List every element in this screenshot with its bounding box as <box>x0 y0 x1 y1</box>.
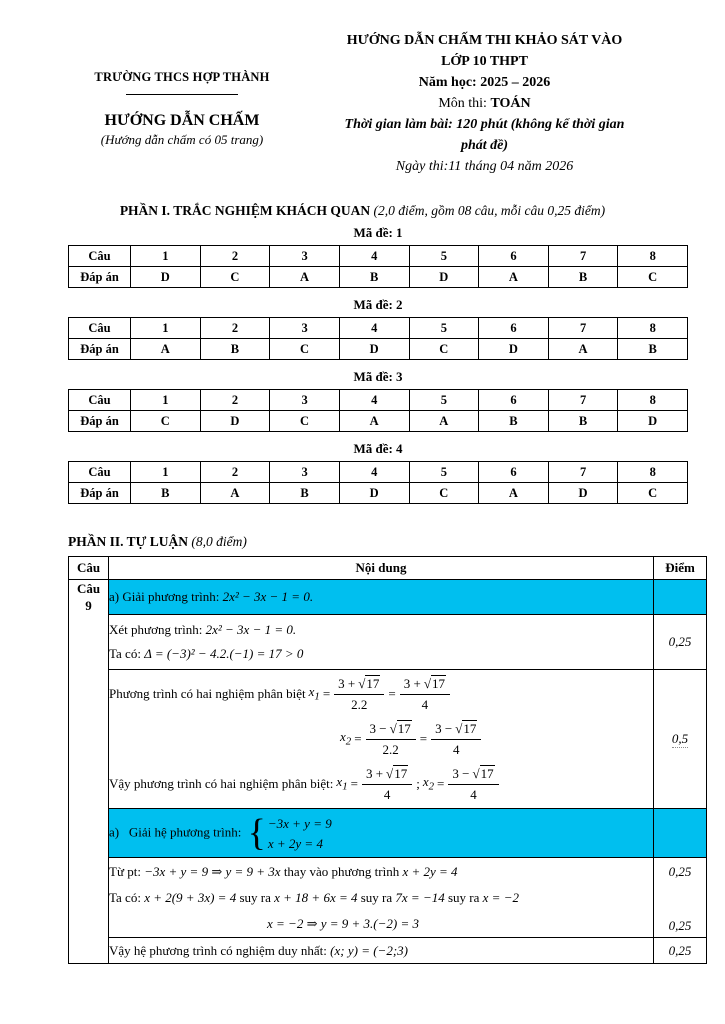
row-solution-delta <box>69 615 707 670</box>
answer-cell: C <box>409 339 479 360</box>
col-header-noidung: Nội dung <box>109 557 654 580</box>
question-cell: 1 <box>131 318 201 339</box>
solution-roots-text: Phương trình có hai nghiệm phân biệt $x_1$ = $\frac{3 + √17}{2.2}$ = $\frac{3 + √17}{4}$ $x_2$ = $\frac{3 - √17}{2.2}$ = $\frac{3 - √17}{4}$ Vậy phương trình có hai nghiệm phân biệt: $x_1$ = $\frac{3 + √17}{4}$ ; $x_2$ = $\frac{3 - √17}{4}$ <box>109 670 654 809</box>
part2-header-row <box>69 557 707 580</box>
question-cell: 7 <box>548 246 618 267</box>
equation-system: { −3x + y = 9 x + 2y = 4 <box>247 812 332 854</box>
question-cell: 1 <box>131 462 201 483</box>
score-cell: 0,25 <box>654 938 707 964</box>
question-cell: 1 <box>131 246 201 267</box>
question-header-cell: Câu <box>69 246 131 267</box>
answer-cell: B <box>618 339 688 360</box>
col-header-diem: Điểm <box>654 557 707 580</box>
answer-cell: D <box>479 339 549 360</box>
question-row <box>69 462 688 483</box>
answer-row <box>69 267 688 288</box>
question-cell: 8 <box>618 462 688 483</box>
sqrt-radical: √17 <box>472 766 494 781</box>
fraction: $\frac{3 + √17}{4}$ <box>362 765 412 803</box>
exam-title-line2: LỚP 10 THPT <box>441 54 528 69</box>
question-cell: 5 <box>409 462 479 483</box>
question-cell: 4 <box>339 246 409 267</box>
sqrt-radical: √17 <box>423 676 445 691</box>
row-problem-quadratic <box>69 580 707 615</box>
score-cell: 0,25 <box>654 615 707 670</box>
system-brace: { <box>247 812 266 854</box>
exam-code-label-1: Mã đề: 1 <box>353 225 403 240</box>
fraction: $\frac{3 + √17}{2.2}$ <box>334 675 384 713</box>
answer-cell: A <box>548 339 618 360</box>
answer-table-3 <box>68 389 688 432</box>
answer-cell: A <box>479 483 549 504</box>
solution-delta-text: Xét phương trình: 2x² − 3x − 1 = 0. Ta có: Δ = (−3)² − 4.2.(−1) = 17 > 0 <box>109 615 654 670</box>
part1-heading <box>0 203 725 219</box>
answer-cell: B <box>479 411 549 432</box>
answer-cell: D <box>339 339 409 360</box>
row-problem-system <box>69 809 707 858</box>
answer-cell: B <box>548 411 618 432</box>
exam-title-line1: HƯỚNG DẪN CHẤM THI KHẢO SÁT VÀO <box>346 33 623 48</box>
question-row <box>69 246 688 267</box>
question-row <box>69 390 688 411</box>
answer-table-4 <box>68 461 688 504</box>
answer-cell: D <box>618 411 688 432</box>
score-cell: 0,5 <box>654 670 707 809</box>
answer-row <box>69 483 688 504</box>
answer-cell: C <box>618 267 688 288</box>
question-cell: 2 <box>200 390 270 411</box>
part2-heading <box>68 534 725 550</box>
question-cell: 3 <box>270 390 340 411</box>
question-cell: 6 <box>479 318 549 339</box>
score-cell-empty <box>654 580 707 615</box>
question-number-cell <box>69 580 109 964</box>
fraction: $\frac{3 + √17}{4}$ <box>400 675 450 713</box>
col-header-cau: Câu <box>69 557 109 580</box>
answer-header-cell: Đáp án <box>69 411 131 432</box>
answer-table-1 <box>68 245 688 288</box>
answer-header-cell: Đáp án <box>69 339 131 360</box>
subject-line <box>306 93 663 114</box>
answer-cell: B <box>548 267 618 288</box>
question-cell: 3 <box>270 246 340 267</box>
answer-cell: D <box>548 483 618 504</box>
fraction: $\frac{3 - √17}{4}$ <box>431 720 481 758</box>
fraction: $\frac{3 - √17}{2.2}$ <box>366 720 416 758</box>
answer-table-2 <box>68 317 688 360</box>
answer-header-cell: Đáp án <box>69 267 131 288</box>
answer-cell: C <box>409 483 479 504</box>
question-cell: 2 <box>200 318 270 339</box>
row-solution-roots <box>69 670 707 809</box>
question-cell: 8 <box>618 318 688 339</box>
exam-date: Ngày thi:11 tháng 04 năm 2026 <box>395 159 574 174</box>
answer-cell: A <box>409 411 479 432</box>
question-cell: 6 <box>479 246 549 267</box>
question-header-cell: Câu <box>69 462 131 483</box>
answer-cell: C <box>200 267 270 288</box>
question-cell: 5 <box>409 390 479 411</box>
doc-title: HƯỚNG DẪN CHẤM <box>104 112 260 129</box>
question-number-line1: Câu <box>76 581 101 596</box>
answer-cell: B <box>270 483 340 504</box>
problem-statement-quadratic: a) Giải phương trình: 2x² − 3x − 1 = 0. <box>109 580 654 615</box>
question-cell: 3 <box>270 318 340 339</box>
answer-cell: C <box>270 339 340 360</box>
score-cell-empty <box>654 809 707 858</box>
exam-code-label-2: Mã đề: 2 <box>353 297 403 312</box>
question-cell: 4 <box>339 462 409 483</box>
question-row <box>69 318 688 339</box>
subject-label: Môn thi: <box>438 96 491 111</box>
question-cell: 5 <box>409 246 479 267</box>
problem-statement-system: a) Giải hệ phương trình: { −3x + y = 9 x + 2y = 4 <box>109 809 654 858</box>
question-number-line2: 9 <box>85 598 92 613</box>
question-cell: 6 <box>479 462 549 483</box>
answer-cell: D <box>131 267 201 288</box>
answer-cell: A <box>479 267 549 288</box>
sqrt-radical: √17 <box>358 676 380 691</box>
part1-title: PHẦN I. TRẮC NGHIỆM KHÁCH QUAN <box>119 203 371 218</box>
answer-cell: A <box>339 411 409 432</box>
score-cell: 0,25 0,25 <box>654 858 707 938</box>
question-cell: 8 <box>618 246 688 267</box>
question-cell: 7 <box>548 390 618 411</box>
sqrt-radical: √17 <box>389 721 411 736</box>
row-solution-substitution <box>69 858 707 938</box>
question-cell: 1 <box>131 390 201 411</box>
question-cell: 6 <box>479 390 549 411</box>
subject-name: TOÁN <box>490 96 531 111</box>
part1-note: (2,0 điểm, gồm 08 câu, mỗi câu 0,25 điểm) <box>373 203 606 218</box>
exam-duration: Thời gian làm bài: 120 phút (không kể thời gian phát đề) <box>344 117 625 153</box>
question-cell: 7 <box>548 462 618 483</box>
exam-code-label-4: Mã đề: 4 <box>353 441 403 456</box>
part2-table <box>68 556 707 964</box>
answer-cell: A <box>200 483 270 504</box>
answer-cell: A <box>131 339 201 360</box>
answer-row <box>69 411 688 432</box>
school-name: TRƯỜNG THCS HỢP THÀNH <box>94 70 270 84</box>
question-cell: 5 <box>409 318 479 339</box>
question-cell: 2 <box>200 246 270 267</box>
school-year: Năm học: 2025 – 2026 <box>418 75 551 90</box>
part2-note: (8,0 điểm) <box>191 534 247 549</box>
doc-note: (Hướng dẫn chấm có 05 trang) <box>100 132 264 147</box>
question-cell: 4 <box>339 390 409 411</box>
row-solution-conclusion <box>69 938 707 964</box>
answer-row <box>69 339 688 360</box>
answer-cell: D <box>200 411 270 432</box>
answer-cell: C <box>618 483 688 504</box>
solution-substitution-text: Từ pt: −3x + y = 9 ⇒ y = 9 + 3x thay vào phương trình x + 2y = 4 Ta có: x + 2(9 + 3x) = 4 suy ra x + 18 + 6x = 4 suy ra 7x = −14 suy ra x = −2 x = −2 ⇒ y = 9 + 3.(−2) = 3 <box>109 858 654 938</box>
question-cell: 3 <box>270 462 340 483</box>
answer-cell: D <box>409 267 479 288</box>
answer-cell: B <box>131 483 201 504</box>
solution-conclusion-text: Vậy hệ phương trình có nghiệm duy nhất: (x; y) = (−2;3) <box>109 938 654 964</box>
fraction: $\frac{3 - √17}{4}$ <box>448 765 498 803</box>
part2-title: PHẦN II. TỰ LUẬN <box>68 534 189 549</box>
exam-title <box>306 30 663 72</box>
sqrt-radical: √17 <box>455 721 477 736</box>
header-left-block <box>58 70 306 177</box>
answer-cell: C <box>131 411 201 432</box>
question-cell: 8 <box>618 390 688 411</box>
question-header-cell: Câu <box>69 390 131 411</box>
answer-cell: B <box>200 339 270 360</box>
question-cell: 7 <box>548 318 618 339</box>
question-cell: 4 <box>339 318 409 339</box>
question-header-cell: Câu <box>69 318 131 339</box>
answer-cell: B <box>339 267 409 288</box>
header-divider <box>126 94 238 95</box>
exam-code-label-3: Mã đề: 3 <box>353 369 403 384</box>
answer-header-cell: Đáp án <box>69 483 131 504</box>
answer-cell: C <box>270 411 340 432</box>
answer-cell: A <box>270 267 340 288</box>
sqrt-radical: √17 <box>386 766 408 781</box>
answer-cell: D <box>339 483 409 504</box>
document-header <box>0 0 725 177</box>
question-cell: 2 <box>200 462 270 483</box>
header-right-block <box>306 30 663 177</box>
